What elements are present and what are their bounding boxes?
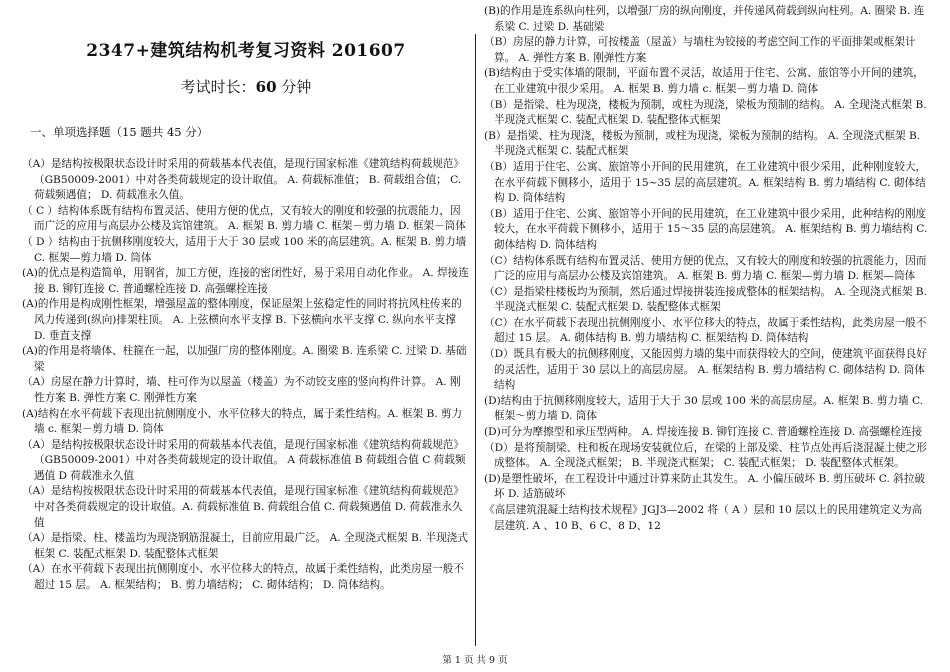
question-item: （B）是指梁、柱为现浇，楼板为预制，或柱为现浇，梁板为预制的结构。 A. 全现浇式框架 B. 半现浇式框架 C. 装配式框架 D. 装配整体式框架: [484, 98, 927, 127]
question-item: （A）是指梁、柱、楼盖均为现浇钢筋混凝土，目前应用最广泛。 A. 全现浇式框架 B. 半现浇式框架 C. 装配式框架 D. 装配整体式框架: [22, 532, 468, 560]
question-item: （A）是结构按极限状态设计时采用的荷载基本代表值，是现行国家标准《建筑结构荷载规范》中对各类荷载规定的设计取值。A. 荷载标准值 B. 荷载组合值 C. 荷载频遇值 D. 荷载准永久值: [22, 485, 464, 529]
document-title: 2347+建筑结构机考复习资料 201607: [86, 41, 406, 61]
question-item: （A）是结构按极限状态设计时采用的荷载基本代表值，是现行国家标准《建筑结构荷载规范》（GB50009-2001）中对各类荷载规定的设计取值。 A 荷载标准值 B 荷载组合值 C 荷载频遇值 D 荷载准永久值: [22, 438, 466, 482]
question-item: （D）既具有极大的抗侧移刚度，又能因剪力墙的集中而获得较大的空间，使建筑平面获得良好的灵活性，适用于 30 层以上的高层房屋。 A. 框架结构 B. 剪力墙结构 C. 砌体结构 D. 筒体结构: [484, 348, 927, 392]
question-item: (D)是塑性破坏，在工程设计中通过计算来防止其发生。 A. 小偏压破坏 B. 剪压破坏 C. 斜拉破坏 D. 适筋破坏: [484, 472, 926, 501]
question-item: (A)结构在水平荷载下表现出抗侧刚度小、水平位移大的特点，属于柔性结构。A. 框架 B. 剪力墙 c. 框架－剪力墙 D. 筒体: [22, 407, 463, 436]
left-question-list: [22, 157, 470, 594]
question-item: （C）在水平荷载下表现出抗侧刚度小、水平位移大的特点，故属于柔性结构，此类房屋一般不超过 15 层。 A. 砌体结构 B. 剪力墙结构 C. 框架结构 D. 筒体结构: [484, 316, 927, 345]
question-item: (B)的作用是连系纵向柱列，以增强厂房的纵向刚度，并传递风荷载到纵向柱列。A. 圈梁 B. 连系梁 C. 过梁 D. 基础梁: [484, 5, 925, 33]
question-item: （C）是指梁柱楼板均为预制，然后通过焊接拼装连接成整体的框架结构。 A. 全现浇式框架 B. 半现浇式框架 C. 装配式框架 D. 装配整体式框架: [484, 285, 927, 314]
duration-value: 60: [255, 78, 277, 96]
question-item: （D）是将预制梁、柱和板在现场安装就位后，在梁的上部及梁、柱节点处再后浇混凝土使之形成整体。 A. 全现浇式框架； B. 半现浇式框架； C. 装配式框架； D. 装配整体式框架。: [484, 441, 927, 470]
question-item: （ C ）结构体系既有结构布置灵活、使用方便的优点，又有较大的刚度和较强的抗震能力，因而广泛的应用与高层办公楼及宾馆建筑。 A. 框架 B. 剪力墙 C. 框架－剪力墙 D. 框架－筒体: [22, 204, 466, 233]
exam-duration: [22, 76, 470, 97]
question-item: (A)的作用是将墙体、柱箍在一起，以加强厂房的整体刚度。A. 圈梁 B. 连系梁 C. 过梁 D. 基础梁: [22, 345, 467, 373]
question-item: 《高层建筑混凝土结构技术规程》JGJ3—2002 将（ A ）层和 10 层以上的民用建筑定义为高层建筑. A 、10 B、6 C、8 D、12: [484, 504, 923, 532]
column-divider: [475, 34, 476, 646]
duration-unit: 分钟: [276, 78, 312, 96]
question-item: （B）房屋的静力计算，可按楼盖（屋盖）与墙柱为铰接的考虑空间工作的平面排架或框架计算。 A. 弹性方案 B. 刚弹性方案: [484, 36, 916, 64]
question-item: (D)可分为摩擦型和承压型两种。 A. 焊接连接 B. 铆钉连接 C. 普通螺栓连接 D. 高强螺栓连接: [484, 426, 923, 439]
question-item: (B)结构由于受实体墙的限制，平面布置不灵活，故适用于住宅、公寓、旅馆等小开间的建筑，在工业建筑中很少采用。 A. 框架 B. 剪力墙 c. 框架－剪力墙 D. 筒体: [484, 67, 924, 95]
question-item: （C）结构体系既有结构布置灵活、使用方便的优点，又有较大的刚度和较强的抗震能力，因而广泛的应用与高层办公楼及宾馆建筑。 A. 框架 B. 剪力墙 C. 框架—剪力墙 D. 框架—筒体: [484, 254, 927, 283]
question-item: （A）是结构按极限状态设计时采用的荷载基本代表值，是现行国家标准《建筑结构荷载规范》（GB50009-2001）中对各类荷载规定的设计取值。 A. 荷载标准值； B. 荷载组合值； C. 荷载频遇值； D. 荷载准永久值。: [22, 158, 464, 202]
question-item: (B）是指梁、柱为现浇，楼板为预制，或柱为现浇，梁板为预制的结构。 A. 全现浇式框架 B. 半现浇式框架 C. 装配式框架: [484, 129, 921, 158]
question-item: (A)的优点是构造简单，用钢省，加工方便，连接的密闭性好，易于采用自动化作业。 A. 焊接连接 B. 铆钉连接 C. 普通螺栓连接 D. 高强螺栓连接: [22, 267, 469, 295]
question-item: (A)的作用是构成刚性框架，增强屋盖的整体刚度，保证屋架上弦稳定性的同时将抗风柱传来的风力传递到(纵向)排架柱顶。 A. 上弦横向水平支撑 B. 下弦横向水平支撑 C. 纵向水平支撑 D. 垂直支撑: [22, 298, 462, 342]
page-footer: 第 1 页 共 9 页: [442, 655, 508, 666]
question-item: （ D ）结构由于抗侧移刚度较大，适用于大于 30 层或 100 米的高层建筑。A. 框架 B. 剪力墙 C. 框架—剪力墙 D. 筒体: [22, 235, 467, 264]
question-item: （B）适用于住宅、公寓、旅馆等小开间的民用建筑，在工业建筑中很少采用，此种刚度较大，在水平荷载下侧移小，适用于 15~35 层的高层建筑。A. 框架结构 B. 剪力墙结构 C. 砌体结构 D. 筒体结构: [484, 160, 927, 205]
question-item: （A）在水平荷载下表现出抗侧刚度小、水平位移大的特点，故属于柔性结构，此类房屋一般不超过 15 层。 A. 框架结构； B. 剪力墙结构； C. 砌体结构； D. 筒体结构。: [22, 563, 464, 592]
duration-label: 考试时长：: [180, 78, 256, 96]
section-heading: 一、单项选择题（15 题共 45 分）: [30, 125, 209, 139]
question-item: (D)结构由于抗侧移刚度较大，适用于大于 30 层或 100 米的高层房屋。A. 框架 B. 剪力墙 C. 框架～剪力墙 D. 筒体: [484, 394, 924, 423]
question-item: （A）房屋在静力计算时，墙、柱可作为以屋盖（楼盖）为不动铰支座的竖向构件计算。 A. 刚性方案 B. 弹性方案 C. 刚弹性方案: [22, 376, 461, 404]
right-column: [484, 4, 930, 534]
question-item: （B）适用于住宅、公寓、旅馆等小开间的民用建筑，在工业建筑中很少采用，此种结构的刚度较大，在水平荷载下侧移小，适用于 15～35 层的高层建筑。 A. 框架结构 B. 剪力墙结构 C. 砌体结构 D. 筒体结构: [484, 207, 928, 251]
